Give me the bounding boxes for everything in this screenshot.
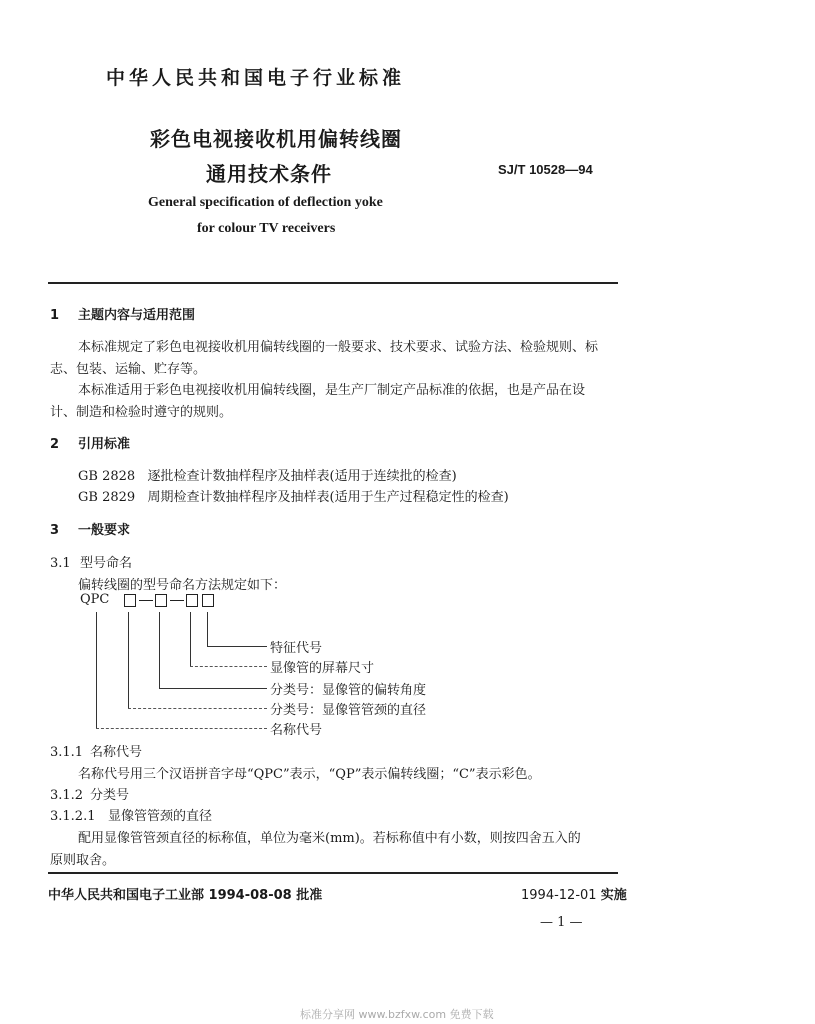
section-1-p1-line1: 本标准规定了彩色电视接收机用偏转线圈的一般要求、技术要求、试验方法、检验规则、标 — [78, 340, 599, 355]
separator-dash — [139, 600, 153, 601]
section-title: 型号命名 — [80, 556, 133, 571]
section-number: 3 — [50, 523, 60, 538]
title-en-line2: for colour TV receivers — [197, 221, 336, 236]
leader-line — [96, 612, 97, 728]
section-1-heading — [50, 304, 195, 323]
standard-organization: 中华人民共和国电子行业标准 — [106, 67, 406, 89]
effective-date: 1994-12-01 — [521, 888, 597, 903]
section-number: 1 — [50, 308, 60, 323]
leader-line — [207, 612, 208, 646]
label-screen-size: 显像管的屏幕尺寸 — [270, 661, 375, 676]
label-feature-code: 特征代号 — [270, 641, 323, 656]
section-1-p2-line1: 本标准适用于彩色电视接收机用偏转线圈，是生产厂制定产品标准的依据，也是产品在设 — [78, 383, 586, 398]
placeholder-box-feature — [202, 594, 214, 607]
section-title: 显像管管颈的直径 — [108, 809, 213, 824]
section-title: 名称代号 — [90, 745, 143, 760]
section-number: 3.1.2 — [50, 788, 84, 803]
section-2-heading — [50, 433, 130, 452]
leader-line — [190, 666, 267, 667]
footer-divider — [48, 872, 618, 874]
section-3-1-2-1-text-line1: 配用显像管管颈直径的标称值，单位为毫米(mm)。若标称值中有小数，则按四舍五入的 — [78, 831, 581, 846]
label-name-code: 名称代号 — [270, 723, 323, 738]
leader-line — [190, 612, 191, 666]
reference-item-gb2828: GB 2828 逐批检查计数抽样程序及抽样表(适用于连续批的检查) — [78, 469, 457, 484]
placeholder-box-neck — [124, 594, 136, 607]
leader-line — [128, 708, 267, 709]
section-title: 主题内容与适用范围 — [78, 308, 196, 323]
leader-line — [207, 646, 267, 647]
section-number: 3.1.1 — [50, 745, 84, 760]
section-3-heading — [50, 519, 130, 538]
label-neck-diameter: 分类号：显像管管颈的直径 — [270, 703, 427, 718]
standard-code: SJ/T 10528—94 — [498, 162, 593, 177]
title-en-line1: General specification of deflection yoke — [148, 195, 383, 210]
effective-line — [521, 884, 627, 903]
header-divider — [48, 282, 618, 284]
placeholder-box-angle — [155, 594, 167, 607]
separator-dash — [170, 600, 184, 601]
leader-line — [128, 612, 129, 708]
section-number: 3.1 — [50, 556, 71, 571]
section-number: 3.1.2.1 — [50, 809, 96, 824]
section-3-1-2-1-text-line2: 原则取舍。 — [50, 853, 116, 868]
section-3-1-1-heading — [50, 741, 142, 760]
section-title: 分类号 — [90, 788, 130, 803]
title-cn-line1: 彩色电视接收机用偏转线圈 — [150, 127, 402, 151]
section-3-1-heading — [50, 552, 132, 571]
section-title: 引用标准 — [78, 437, 131, 452]
effective-label: 实施 — [600, 888, 627, 903]
label-deflection-angle: 分类号：显像管的偏转角度 — [270, 683, 427, 698]
placeholder-box-screen — [186, 594, 198, 607]
title-cn-line2: 通用技术条件 — [206, 162, 332, 186]
section-3-1-1-text: 名称代号用三个汉语拼音字母“QPC”表示，“QP”表示偏转线圈；“C”表示彩色。 — [78, 767, 541, 782]
watermark: 标准分享网 www.bzfxw.com 免费下载 — [300, 1008, 494, 1021]
approval-line: 中华人民共和国电子工业部 1994-08-08 批准 — [48, 888, 323, 903]
section-3-1-2-heading — [50, 784, 129, 803]
model-prefix: QPC — [80, 592, 110, 607]
page-number: — 1 — — [540, 915, 583, 930]
model-naming-intro: 偏转线圈的型号命名方法规定如下： — [78, 578, 287, 593]
section-3-1-2-1-heading — [50, 805, 212, 824]
leader-line — [96, 728, 267, 729]
leader-line — [159, 688, 267, 689]
leader-line — [159, 612, 160, 688]
section-1-p2-line2: 计、制造和检验时遵守的规则。 — [50, 405, 233, 420]
reference-item-gb2829: GB 2829 周期检查计数抽样程序及抽样表(适用于生产过程稳定性的检查) — [78, 490, 509, 505]
section-number: 2 — [50, 437, 60, 452]
section-title: 一般要求 — [78, 523, 131, 538]
section-1-p1-line2: 志、包装、运输、贮存等。 — [50, 362, 207, 377]
